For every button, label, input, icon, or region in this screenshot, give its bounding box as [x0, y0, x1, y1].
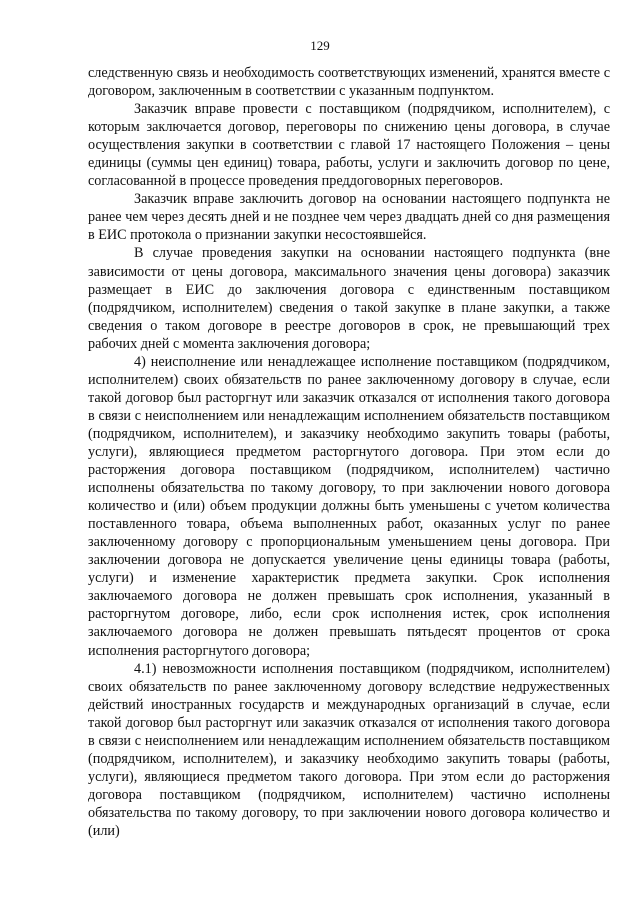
paragraph-continuation: следственную связь и необходимость соответствующих изменений, хранятся вместе с договором, заключенным в соответствии с указанным подпунктом. — [88, 65, 610, 100]
paragraph-eis-publication: В случае проведения закупки на основании настоящего подпункта (вне зависимости от цены договора, максимального значения цены договора) заказчик размещает в ЕИС до заключения договора с единственным поставщиком (подрядчиком, исполнителем) сведения о такой закупке в плане закупки, а также сведения о таком договоре в реестре договоров в срок, не превышающий трех рабочих дней с момента заключения договора; — [88, 245, 610, 352]
page-number: 129 — [310, 38, 330, 53]
paragraph-item-4: 4) неисполнение или ненадлежащее исполнение поставщиком (подрядчиком, исполнителем) своих обязательств по ранее заключенному договору в случае, если такой договор был расторгнут или заказчик отказался от исполнения такого договора в связи с неисполнением или ненадлежащим исполнением обязательств поставщиком (подрядчиком, исполнителем), и заказчику необходимо закупить товары (работы, услуги), являющиеся предметом расторгнутого договора. При этом если до расторжения договора поставщиком (подрядчиком, исполнителем) частично исполнены обязательства по такому договору, то при заключении нового договора количество и (или) объем продукции должны быть уменьшены с учетом количества поставленного товара, объема выполненных работ, оказанных услуг по ранее заключенному договору с пропорциональным уменьшением цены договора. При заключении договора не допускается увеличение цены единицы товара (работы, услуги) и изменение характеристик предмета закупки. Срок исполнения заключаемого договора не должен превышать срок исполнения, указанный в расторгнутом договоре, либо, если срок исполнения истек, срок исполнения заключаемого договора не должен превышать пятьдесят процентов от срока исполнения расторгнутого договора; — [88, 353, 610, 659]
document-body — [88, 64, 610, 840]
paragraph-contract-timing: Заказчик вправе заключить договор на основании настоящего подпункта не ранее чем через десять дней и не позднее чем через двадцать дней со дня размещения в ЕИС протокола о признании закупки несостоявшейся. — [88, 191, 610, 244]
paragraph-item-4-1: 4.1) невозможности исполнения поставщиком (подрядчиком, исполнителем) своих обязательств по ранее заключенному договору вследствие недружественных действий иностранных государств и международных организаций в случае, если такой договор был расторгнут или заказчик отказался от исполнения такого договора в связи с неисполнением или ненадлежащим исполнением обязательств поставщиком (подрядчиком, исполнителем), и заказчику необходимо закупить товары (работы, услуги), являющиеся предметом такого договора. При этом если до расторжения договора поставщиком (подрядчиком, исполнителем) частично исполнены обязательства по такому договору, то при заключении нового договора количество и (или) — [88, 660, 610, 839]
paragraph-price-negotiation: Заказчик вправе провести с поставщиком (подрядчиком, исполнителем), с которым заключается договор, переговоры по снижению цены договора, в случае осуществления закупки в соответствии с главой 17 настоящего Положения – цены единицы (суммы цен единиц) товара, работы, услуги и заключить договор по цене, согласованной в процессе проведения преддоговорных переговоров. — [88, 101, 610, 190]
